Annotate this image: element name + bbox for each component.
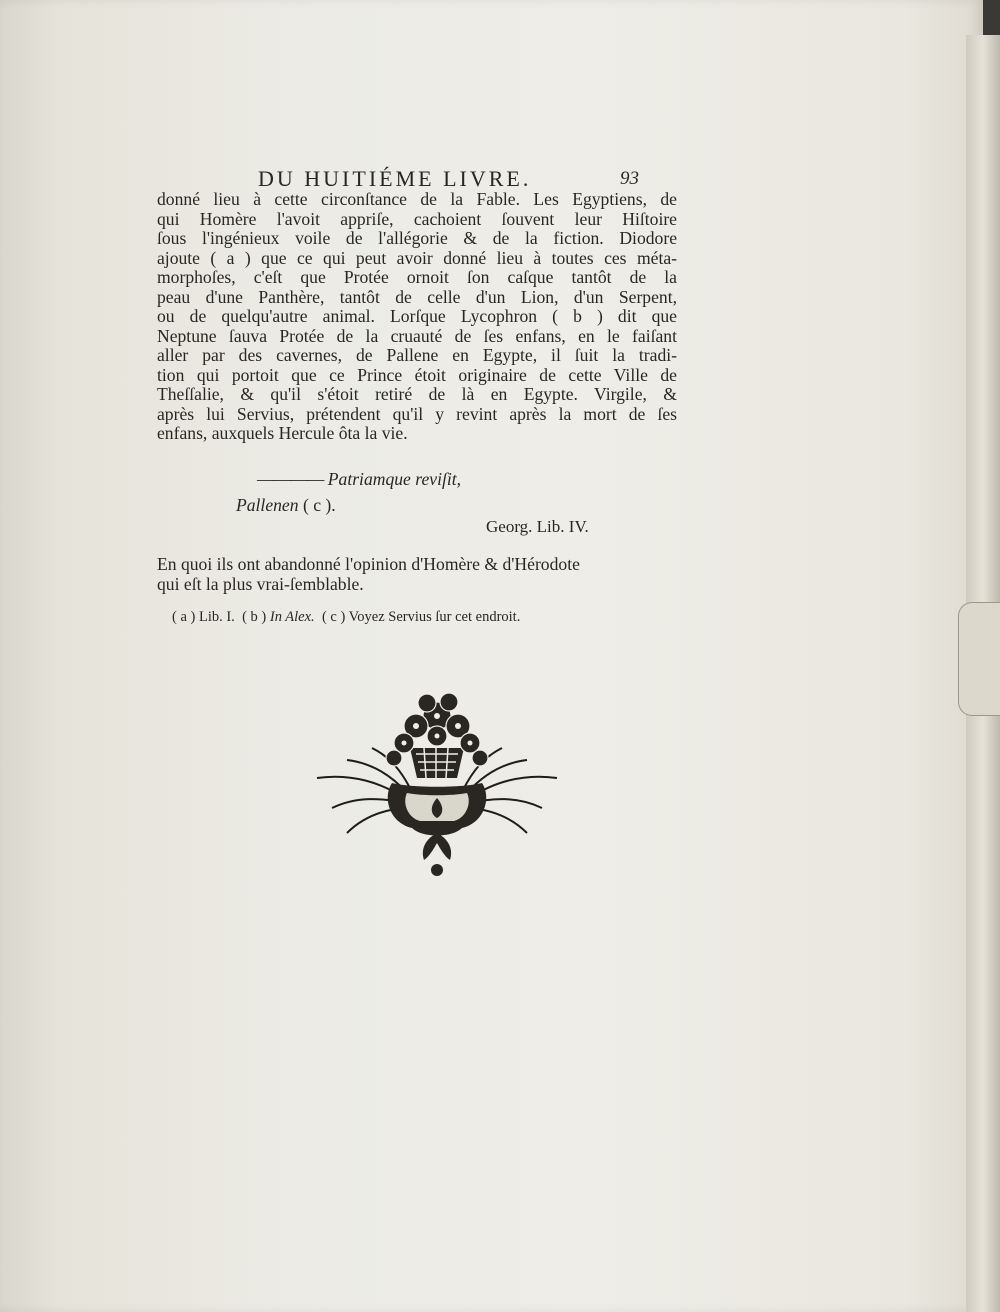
footnote-a-mark: ( a ) [172, 609, 196, 625]
verse-line-1 [257, 469, 461, 490]
footnotes [172, 609, 520, 626]
text-line: tion qui portoit que ce Prince étoit originaire de cette Ville de [157, 364, 677, 385]
text-line: ajoute ( a ) que ce qui peut avoir donné lieu à toutes ces méta- [157, 247, 677, 268]
verse-line-2 [236, 495, 336, 516]
footnote-b-text: In Alex. [269, 609, 315, 625]
text-line: aller par des cavernes, de Pallene en Egypte, il ſuit la tradi- [157, 345, 677, 365]
page-tab [958, 602, 1000, 716]
footnote-c-text: Voyez Servius ſur cet endroit. [348, 609, 521, 625]
page-number: 93 [620, 168, 639, 189]
footnote-b-mark: ( b ) [242, 609, 267, 625]
text-line: Theſſalie, & qu'il s'étoit retiré de là en Egypte. Virgile, & [157, 384, 677, 404]
verse-dashes: ———— [257, 469, 324, 489]
text-line: En quoi ils ont abandonné l'opinion d'Homère & d'Hérodote [157, 554, 580, 574]
paragraph-2 [157, 555, 677, 594]
flower-basket-ornament-icon [312, 688, 562, 884]
verse-text: Pallenen [236, 495, 299, 515]
text-line: peau d'une Panthère, tantôt de celle d'un Lion, d'un Serpent, [157, 286, 677, 307]
text-line: ſous l'ingénieux voile de l'allégorie & de la fiction. Diodore [157, 228, 677, 248]
text-line: ou de quelqu'autre animal. Lorſque Lycophron ( b ) dit que [157, 306, 677, 326]
footnote-a-text: Lib. I. [198, 609, 235, 625]
text-line: enfans, auxquels Hercule ôta la vie. [157, 423, 408, 443]
paragraph-1 [157, 190, 677, 444]
verse-text: Patriamque reviſit, [327, 469, 462, 489]
running-title: DU HUITIÉME LIVRE. [258, 166, 532, 191]
text-line: Neptune ſauva Protée de la cruauté de ſes enfans, en le faiſant [157, 325, 677, 346]
text-line: donné lieu à cette circonſtance de la Fable. Les Egyptiens, de [157, 189, 677, 209]
verse-source: Georg. Lib. IV. [486, 517, 589, 536]
text-line: morphoſes, c'eſt que Protée ornoit ſon caſque tantôt de la [157, 267, 677, 287]
text-line: qui Homère l'avoit appriſe, cachoient ſouvent leur Hiſtoire [157, 208, 677, 229]
footnote-c-mark: ( c ) [321, 609, 346, 625]
footnote-ref-c: ( c ). [302, 495, 336, 515]
text-line: après lui Servius, prétendent qu'il y revint après la mort de ſes [157, 403, 677, 424]
text-line: qui eſt la plus vrai-ſemblable. [157, 573, 364, 594]
